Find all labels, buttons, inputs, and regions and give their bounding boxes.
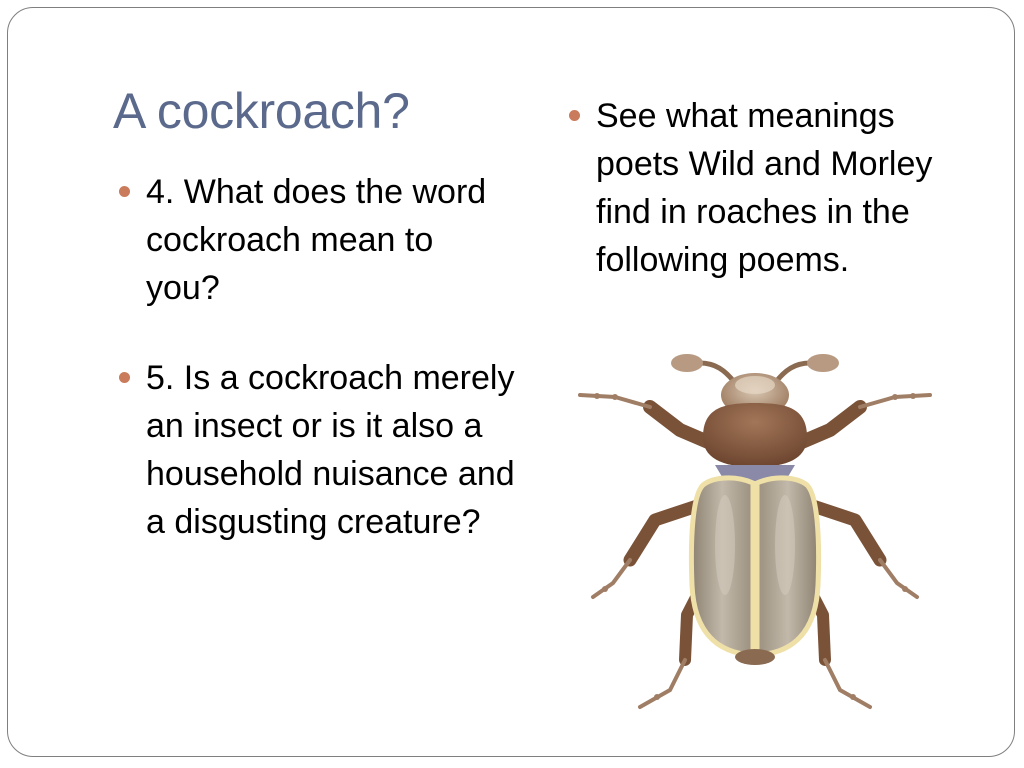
- bullet-icon: [569, 110, 580, 121]
- antenna-club-left: [671, 354, 703, 372]
- bullet-text: 4. What does the word cockroach mean to you?: [146, 173, 487, 307]
- bullet-item: [116, 168, 516, 312]
- left-bullet-list: [116, 168, 516, 546]
- bullet-item: [566, 92, 966, 284]
- slide-title: A cockroach?: [113, 83, 410, 139]
- bullet-icon: [119, 186, 130, 197]
- antenna-club-right: [807, 354, 839, 372]
- bullet-text: See what meanings poets Wild and Morley find in roaches in the following poems.: [596, 97, 933, 279]
- beetle-icon: [575, 345, 935, 715]
- beetle-thorax: [703, 403, 807, 467]
- bullet-item: [116, 354, 516, 546]
- bullet-icon: [119, 372, 130, 383]
- right-bullet-list: [566, 92, 966, 284]
- beetle-tail: [735, 649, 775, 665]
- bullet-text: 5. Is a cockroach merely an insect or is it also a household nuisance and a disgusting creature?: [146, 359, 515, 541]
